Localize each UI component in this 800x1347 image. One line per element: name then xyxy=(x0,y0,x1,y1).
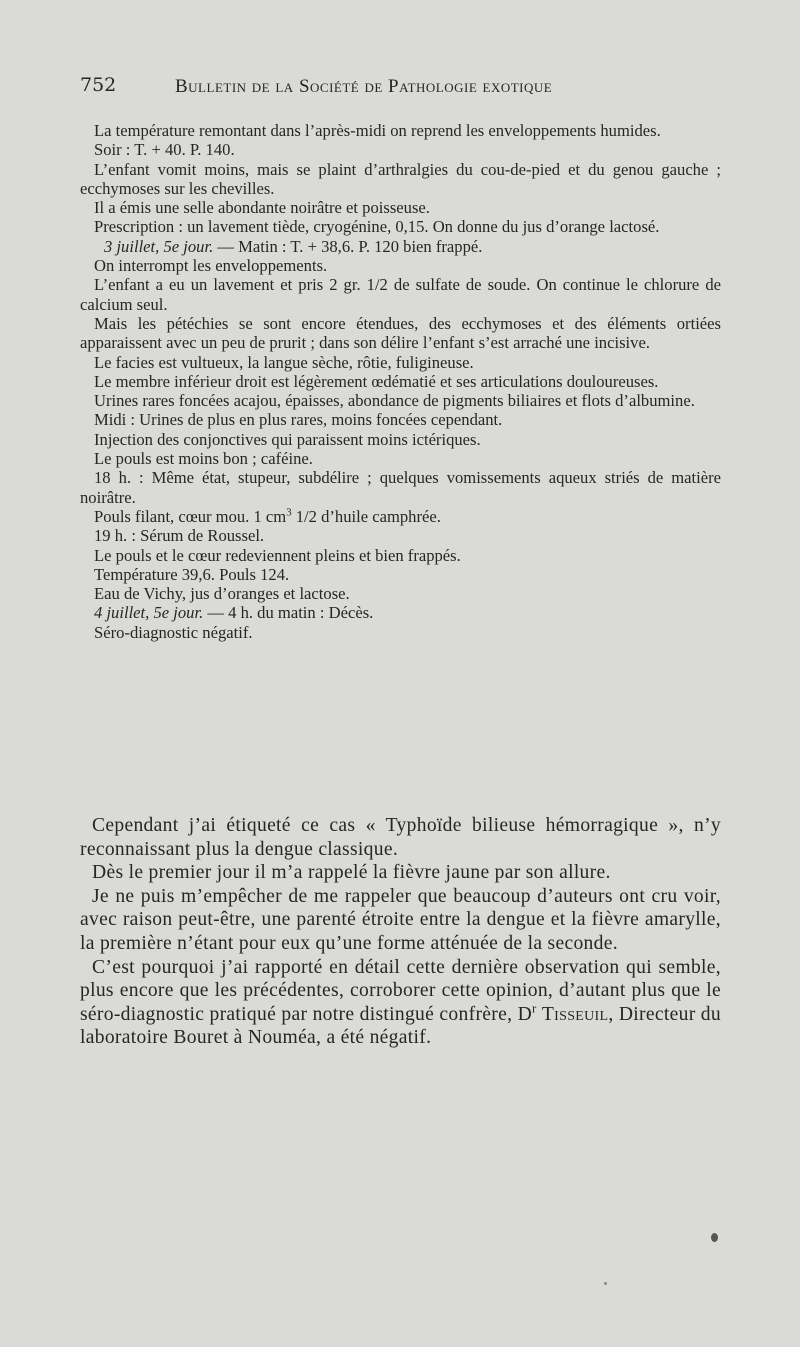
doctor-superscript: r xyxy=(532,1001,537,1016)
final-paragraph xyxy=(80,956,721,1050)
obs-paragraph: Le pouls est moins bon ; caféine. xyxy=(94,449,313,469)
obs-paragraph: On interrompt les enveloppements. xyxy=(94,256,328,276)
page-header xyxy=(80,74,720,102)
obs-paragraph: Eau de Vichy, jus d’oranges et lactose. xyxy=(94,584,350,604)
obs-paragraph: Le pouls et le cœur redeviennent pleins et bien frappés. xyxy=(94,545,461,565)
pulse-text: Pouls filant, cœur mou. 1 cm xyxy=(94,506,287,526)
clinical-observation xyxy=(80,121,721,642)
obs-paragraph: Le facies est vultueux, la langue sèche, rôtie, fuligineuse. xyxy=(94,352,474,372)
discussion-paragraph: Je ne puis m’empêcher de me rappeler que beaucoup d’auteurs ont cru voir, avec raison peut-être, une parenté étroite entre la dengue et la fièvre amarylle, la première n’étant pour eux qu’une forme atténuée de la seconde. xyxy=(80,885,721,954)
day-text: — 4 h. du matin : Décès. xyxy=(203,603,374,623)
obs-paragraph: 19 h. : Sérum de Roussel. xyxy=(94,526,265,546)
obs-paragraph: Urines rares foncées acajou, épaisses, abondance de pigments biliaires et flots d’albumine. xyxy=(94,391,695,411)
discussion xyxy=(80,814,721,1050)
ink-speck xyxy=(604,1282,607,1285)
obs-paragraph: L’enfant a eu un lavement et pris 2 gr. 1/2 de sulfate de soude. On continue le chlorure de calcium seul. xyxy=(80,275,721,314)
sero-diagnostic-line: Séro-diagnostic négatif. xyxy=(94,622,253,642)
obs-paragraph: Mais les pétéchies se sont encore étendues, des ecchymoses et des éléments ortiées apparaissent avec un peu de prurit ; dans son délire l’enfant s’est arraché une incisive. xyxy=(80,313,721,353)
day-heading-6 xyxy=(80,603,721,622)
discussion-paragraph: Dès le premier jour il m’a rappelé la fièvre jaune par son allure. xyxy=(92,862,611,884)
obs-paragraph: Le membre inférieur droit est légèrement œdématié et ses articulations douloureuses. xyxy=(94,371,659,391)
day-date: 3 juillet, 5e jour. xyxy=(104,236,214,256)
cubic-superscript: 3 xyxy=(286,506,292,519)
obs-paragraph: Injection des conjonctives qui paraissent moins ictériques. xyxy=(94,429,481,449)
final-text-end: , Directeur du laboratoire Bouret à Nouméa, a été négatif. xyxy=(80,1003,721,1049)
pulse-text-end: 1/2 d’huile camphrée. xyxy=(291,506,441,526)
obs-paragraph: L’enfant vomit moins, mais se plaint d’arthralgies du cou-de-pied et du genou gauche ; ecchymoses sur les chevilles. xyxy=(80,159,721,198)
obs-paragraph: Il a émis une selle abondante noirâtre et poisseuse. xyxy=(94,198,430,218)
obs-paragraph: Midi : Urines de plus en plus rares, moins foncées cependant. xyxy=(94,410,503,430)
obs-paragraph: Prescription : un lavement tiède, cryogénine, 0,15. On donne du jus d’orange lactosé. xyxy=(94,217,660,237)
ink-speck xyxy=(711,1233,718,1242)
final-text: C’est pourquoi j’ai rapporté en détail cette dernière observation qui semble, plus encore que les précédentes, corroborer cette opinion, d’autant plus que le séro-diagnostic pratiqué par notre distingué confrère, D xyxy=(80,956,721,1025)
day-text: — Matin : T. + 38,6. P. 120 bien frappé. xyxy=(213,236,483,256)
day-heading-5 xyxy=(80,237,721,256)
discussion-paragraph: Cependant j’ai étiqueté ce cas « Typhoïde bilieuse hémorragique », n’y reconnaissant plus la dengue classique. xyxy=(80,815,721,860)
day-date: 4 juillet, 5e jour. xyxy=(94,603,204,623)
obs-paragraph: Soir : T. + 40. P. 140. xyxy=(94,140,235,160)
obs-paragraph: 18 h. : Même état, stupeur, subdélire ; quelques vomissements aqueux striés de matière noirâtre. xyxy=(80,468,721,507)
page-number: 752 xyxy=(80,74,117,96)
running-title: Bulletin de la Société de Pathologie exotique xyxy=(175,76,553,97)
obs-paragraph: Température 39,6. Pouls 124. xyxy=(94,564,290,584)
author-name: Tisseuil xyxy=(541,1003,609,1025)
obs-paragraph: La température remontant dans l’après-midi on reprend les enveloppements humides. xyxy=(94,121,661,140)
pulse-paragraph xyxy=(80,507,721,526)
